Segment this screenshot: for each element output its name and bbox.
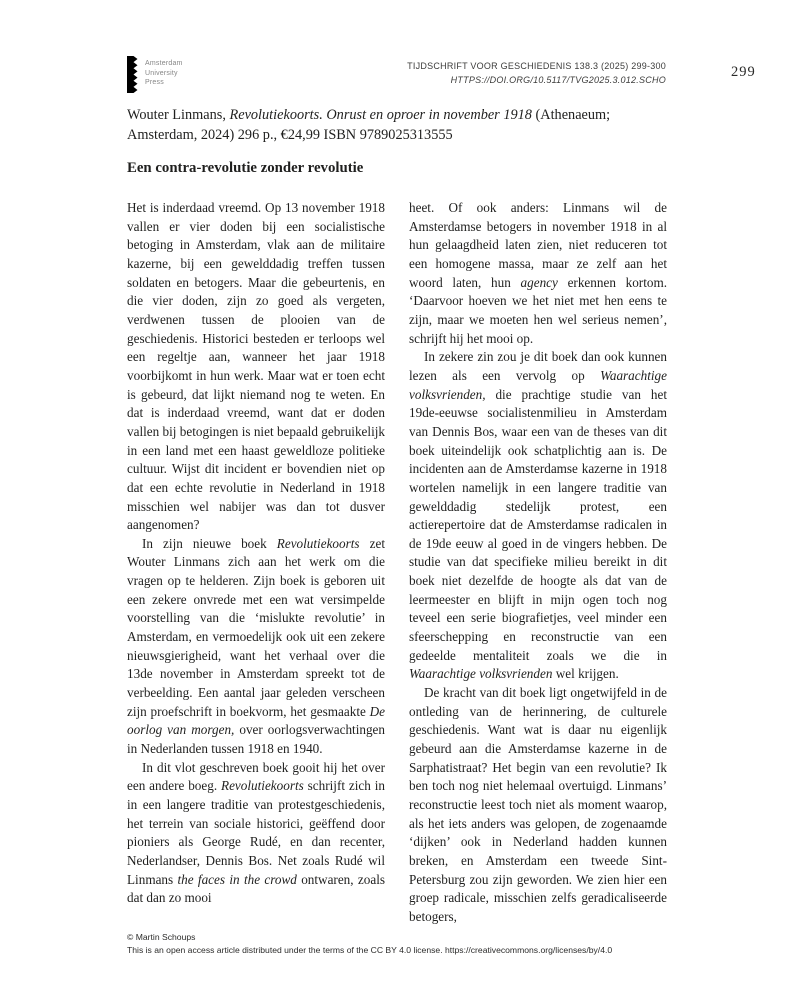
- copyright-line: © Martin Schoups: [127, 932, 196, 942]
- aup-logo-mark-icon: [127, 56, 138, 93]
- issue-meta: [407, 60, 666, 87]
- body-paragraph: Het is inderdaad vreemd. Op 13 november 1918 vallen er vier doden bij een socialistische betoging in Amsterdam, vlak aan de militaire kazerne, bij een gewelddadig treffen tussen soldaten en betogers. Maar die gebeurtenis, en die vier doden, zijn zo goed als vergeten, verdwenen tussen de plooien van de geschiedenis. Historici besteden er terloops wel een regeltje aan, wanneer het jaar 1918 voorbijkomt in hun werk. Maar wat er toen echt is gebeurd, dat lijkt niemand nog te weten. En dat is inderdaad vreemd, want dat er doden vallen bij betogingen is niet bepaald gebruikelijk in een land met een haast geweldloze politieke cultuur. Wijst dit incident er bovendien niet op dat een echte revolutie in Nederland in 1918 misschien wel nabijer was dan tot dusver aangenomen?: [127, 200, 385, 533]
- body-paragraph: heet. Of ook anders: Linmans wil de Amsterdamse betogers in november 1918 in al hun gelaagdheid laten zien, niet reduceren tot een homogene massa, maar ze zelf aan het woord laten, hun agency erkennen kortom. ‘Daarvoor hoeven we het niet met hen eens te zijn, maar we moeten hen wel serieus nemen’, schrijft hij het mooi op.: [409, 200, 667, 346]
- book-citation: Wouter Linmans, Revolutiekoorts. Onrust en oproer in november 1918 (Athenaeum; Amsterdam, 2024) 296 p., €24,99 ISBN 9789025313555: [127, 107, 611, 143]
- publisher-name-line: University: [145, 69, 178, 77]
- review-title: Een contra-revolutie zonder revolutie: [127, 160, 364, 176]
- review-body: [127, 199, 667, 931]
- publisher-name-line: Press: [145, 79, 164, 86]
- column-right: [409, 199, 667, 931]
- journal-issue-line: TIJDSCHRIFT VOOR GESCHIEDENIS 138.3 (2025) 299-300: [407, 61, 666, 71]
- license-line: This is an open access article distributed under the terms of the CC BY 4.0 license. https://creativecommons.org/licenses/by/4.0: [127, 944, 613, 955]
- page-footer: [127, 931, 612, 956]
- body-paragraph: In dit vlot geschreven boek gooit hij het over een andere boeg. Revolutiekoorts schrijft zich in in een langere traditie van protestgeschiedenis, het terrein van sociale historici, geëffend door pioniers als George Rudé, en dan recenter, Nederlandser, Dennis Bos. Net zoals Rudé wil Linmans the faces in the crowd ontwaren, zoals dat dan zo mooi: [127, 759, 385, 906]
- page-number: 299: [731, 64, 756, 80]
- column-left: [127, 199, 385, 931]
- body-paragraph: De kracht van dit boek ligt ongetwijfeld in de ontleding van de herinnering, de culturele geschiedenis. Want wat is daar nu eigenlijk gebeurd aan die Amsterdamse kazerne in de Sarphatistraat? Het begin van een revolutie? Ik ben toch nog niet helemaal overtuigd. Linmans’ reconstructie leest toch niet als moment waarop, als het iets anders was gelopen, de zogenaamde ‘dijken’ ook in Nederland hadden kunnen breken, en Amsterdam een tweede Sint-Petersburg zou zijn geworden. We zien hier een groep radicale, misschien zelfs geradicaliseerde betogers,: [409, 685, 667, 924]
- publisher-name: [145, 59, 183, 88]
- publisher-logo: [127, 56, 183, 93]
- body-paragraph: In zijn nieuwe boek Revolutiekoorts zet Wouter Linmans zich aan het werk om die vragen op te helderen. Zijn boek is geboren uit een zekere onvrede met een wat versimpelde voorstelling van die ‘mislukte revolutie’ in Amsterdam, en vermoedelijk ook uit een zekere nieuwsgierigheid, want het verhaal over die 13de november in Amsterdam spreekt tot de verbeelding. Een aantal jaar geleden verscheen zijn proefschrift in boekvorm, het gesmaakte De oorlog van morgen, over oorlogsverwachtingen in Nederlanden tussen 1918 en 1940.: [127, 535, 385, 757]
- publisher-name-line: Amsterdam: [145, 60, 183, 67]
- body-paragraph: In zekere zin zou je dit boek dan ook kunnen lezen als een vervolg op Waarachtige volksvrienden, die prachtige studie van het 19de-eeuwse socialistenmilieu in Amsterdam van Dennis Bos, waar een van de theses van dit boek uiteindelijk ook schatplichtig aan is. De incidenten aan de Amsterdamse kazerne in 1918 wortelen namelijk in een langere traditie van gewelddadig stedelijk protest, een actierepertoire dat de Amsterdamse radicalen in de 19de eeuw al goed in de vingers hebben. De studie van dat specifieke milieu bereikt in dit boek niet dezelfde de hoogte als dat van de leermeester en blijft in mijn ogen toch nog teveel een serie biografietjes, veel minder een sfeerschepping en reconstructie van een gedeelde mentaliteit zoals we die in Waarachtige volksvrienden wel krijgen.: [409, 349, 667, 682]
- doi-line: HTTPS://DOI.ORG/10.5117/TVG2025.3.012.SCHO: [450, 74, 666, 85]
